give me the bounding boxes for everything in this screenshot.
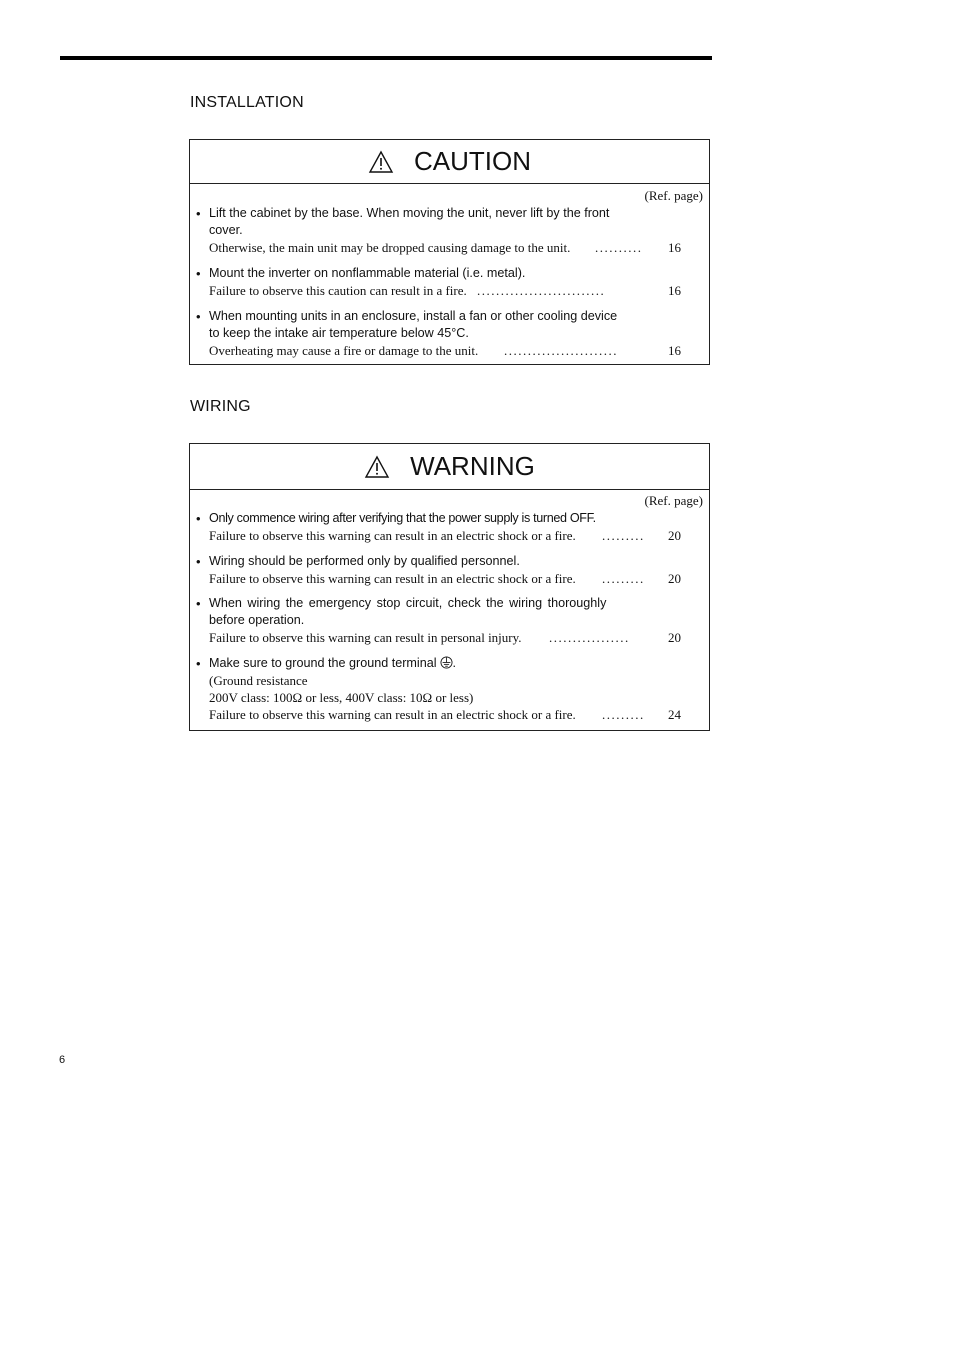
item-text: to keep the intake air temperature below 45°C. — [209, 326, 469, 340]
ref-page-number: 16 — [668, 283, 681, 298]
bullet: • — [196, 266, 201, 281]
item-extra: (Ground resistance — [209, 673, 308, 688]
item-text: before operation. — [209, 613, 305, 627]
leader-dots: ......... — [602, 571, 645, 586]
bullet: • — [196, 596, 201, 611]
item-note: Failure to observe this warning can result in an electric shock or a fire. — [209, 571, 576, 586]
bullet: • — [196, 206, 201, 221]
warning-title: WARNING — [410, 451, 535, 481]
top-rule — [60, 56, 712, 60]
section-heading-installation: INSTALLATION — [190, 94, 304, 111]
warning-triangle-icon — [364, 455, 390, 479]
item-text: Lift the cabinet by the base. When moving the unit, never lift by the front — [209, 206, 610, 220]
item-extra: 200V class: 100Ω or less, 400V class: 10Ω or less) — [209, 690, 474, 705]
item-note: Failure to observe this warning can result in an electric shock or a fire. — [209, 707, 576, 722]
item-text — [209, 656, 456, 670]
leader-dots: ......... — [602, 707, 645, 722]
item-note: Failure to observe this warning can result in an electric shock or a fire. — [209, 528, 576, 543]
item-note: Failure to observe this warning can result in personal injury. — [209, 630, 522, 645]
warning-triangle-icon — [368, 150, 394, 174]
warning-header — [190, 444, 709, 490]
item-text-part: Make sure to ground the ground terminal — [209, 656, 437, 670]
item-note: Failure to observe this caution can result in a fire. — [209, 283, 467, 298]
ref-page-number: 16 — [668, 240, 681, 255]
ref-page-number: 20 — [668, 528, 681, 543]
item-text: Mount the inverter on nonflammable material (i.e. metal). — [209, 266, 526, 280]
caution-box — [189, 139, 710, 365]
caution-header — [190, 140, 709, 184]
leader-dots: ........................... — [477, 283, 606, 298]
leader-dots: ......... — [602, 528, 645, 543]
warning-box — [189, 443, 710, 731]
ref-page-number: 20 — [668, 630, 681, 645]
ref-page-label: (Ref. page) — [644, 493, 703, 508]
ground-terminal-icon — [440, 656, 453, 669]
section-heading-wiring: WIRING — [190, 398, 251, 415]
leader-dots: ................. — [549, 630, 630, 645]
item-note: Otherwise, the main unit may be dropped causing damage to the unit. — [209, 240, 571, 255]
page-number: 6 — [59, 1054, 66, 1066]
ref-page-label: (Ref. page) — [644, 188, 703, 203]
item-text: Only commence wiring after verifying that the power supply is turned OFF. — [209, 511, 596, 525]
bullet: • — [196, 656, 201, 671]
ref-page-number: 20 — [668, 571, 681, 586]
item-text: When wiring the emergency stop circuit, check the wiring thoroughly — [209, 596, 607, 610]
bullet: • — [196, 309, 201, 324]
bullet: • — [196, 511, 201, 526]
leader-dots: ........................ — [504, 343, 618, 358]
bullet: • — [196, 554, 201, 569]
item-note: Overheating may cause a fire or damage to the unit. — [209, 343, 479, 358]
item-text-part: . — [452, 656, 457, 670]
caution-title: CAUTION — [414, 146, 531, 176]
item-text: When mounting units in an enclosure, install a fan or other cooling device — [209, 309, 618, 323]
ref-page-number: 24 — [668, 707, 681, 722]
item-text: Wiring should be performed only by qualified personnel. — [209, 554, 520, 568]
item-text: cover. — [209, 223, 243, 237]
ref-page-number: 16 — [668, 343, 681, 358]
leader-dots: .......... — [595, 240, 643, 255]
